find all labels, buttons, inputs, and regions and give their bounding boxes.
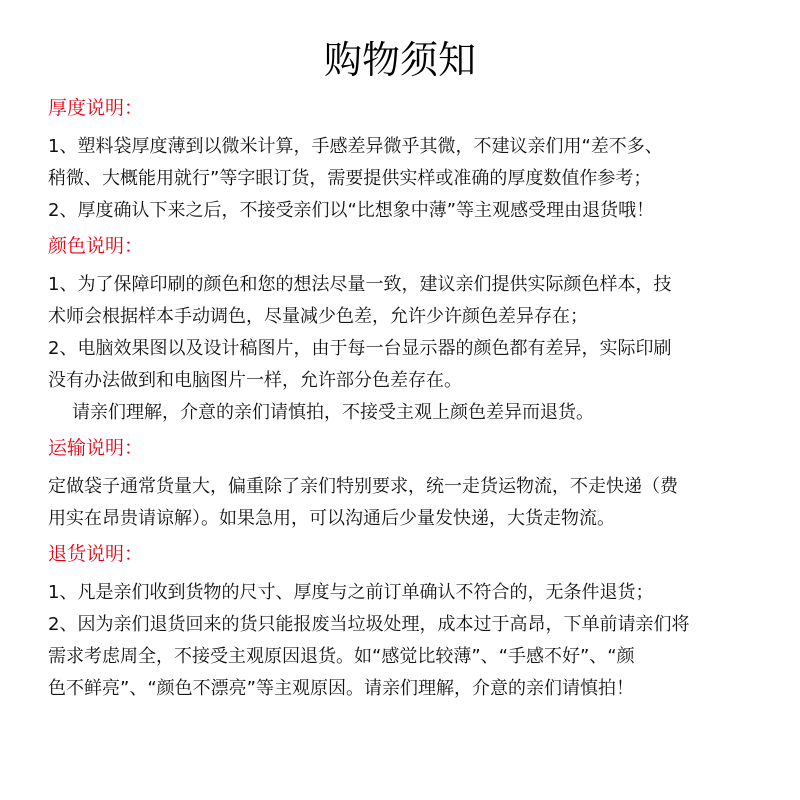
color-item-2 bbox=[48, 333, 768, 397]
thickness-item-2 bbox=[48, 195, 768, 227]
shipping-item-1 bbox=[48, 471, 768, 535]
text-line: 1、塑料袋厚度薄到以微米计算，手感差异微乎其微，不建议亲们用“差不多、 bbox=[48, 136, 663, 157]
section-color bbox=[48, 233, 768, 429]
notice-content bbox=[48, 95, 768, 705]
text-line: 请亲们理解，介意的亲们请慎拍，不接受主观上颜色差异而退货。 bbox=[72, 402, 594, 423]
text-line: 1、为了保障印刷的颜色和您的想法尽量一致，建议亲们提供实际颜色样本，技 bbox=[48, 274, 672, 295]
returns-item-1 bbox=[48, 577, 768, 609]
text-line: 用实在昂贵请谅解）。如果急用，可以沟通后少量发快递，大货走物流。 bbox=[48, 508, 615, 529]
thickness-item-1 bbox=[48, 131, 768, 195]
text-line: 需求考虑周全，不接受主观原因退货。如“感觉比较薄”、“手感不好”、“颜 bbox=[48, 646, 635, 667]
section-heading-returns: 退货说明： bbox=[48, 543, 144, 565]
color-item-1 bbox=[48, 269, 768, 333]
text-line: 定做袋子通常货量大，偏重除了亲们特别要求，统一走货运物流，不走快递（费 bbox=[48, 476, 678, 497]
section-shipping bbox=[48, 435, 768, 535]
section-thickness bbox=[48, 95, 768, 227]
text-line: 1、凡是亲们收到货物的尺寸、厚度与之前订单确认不符合的，无条件退货； bbox=[48, 582, 654, 603]
section-returns bbox=[48, 541, 768, 705]
text-line: 色不鲜亮”、“颜色不漂亮”等主观原因。请亲们理解，介意的亲们请慎拍！ bbox=[48, 678, 634, 699]
text-line: 稍微、大概能用就行”等字眼订货，需要提供实样或准确的厚度数值作参考； bbox=[48, 168, 652, 189]
color-note bbox=[48, 397, 768, 429]
section-heading-color: 颜色说明： bbox=[48, 235, 144, 257]
section-heading-thickness: 厚度说明： bbox=[48, 97, 144, 119]
text-line: 没有办法做到和电脑图片一样，允许部分色差存在。 bbox=[48, 370, 462, 391]
page-title: 购物须知 bbox=[323, 38, 476, 82]
text-line: 2、因为亲们退货回来的货只能报废当垃圾处理，成本过于高昂，下单前请亲们将 bbox=[48, 614, 690, 635]
returns-item-2 bbox=[48, 609, 768, 705]
section-heading-shipping: 运输说明： bbox=[48, 437, 144, 459]
text-line: 2、电脑效果图以及设计稿图片，由于每一台显示器的颜色都有差异，实际印刷 bbox=[48, 338, 672, 359]
text-line: 2、厚度确认下来之后，不接受亲们以“比想象中薄”等主观感受理由退货哦！ bbox=[48, 200, 655, 221]
text-line: 术师会根据样本手动调色，尽量减少色差，允许少许颜色差异存在； bbox=[48, 306, 588, 327]
